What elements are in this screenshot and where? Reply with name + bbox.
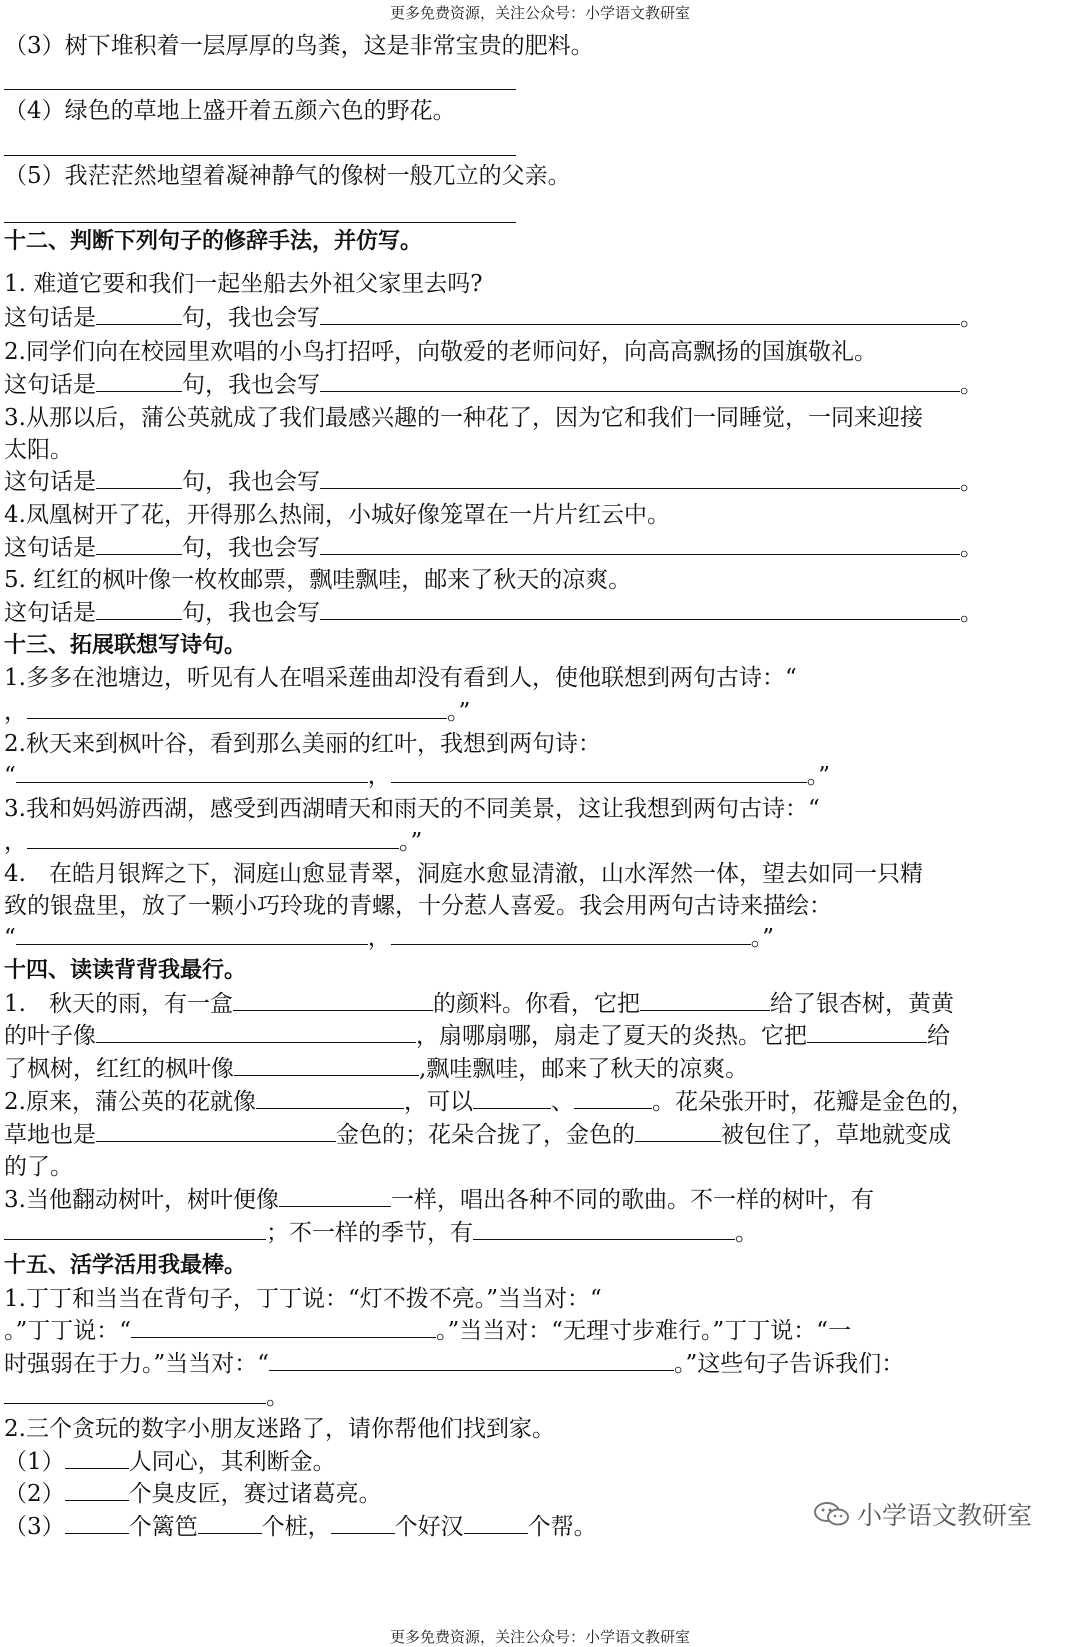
- blank[interactable]: [256, 1086, 404, 1109]
- section-12-title: 十二、判断下列句子的修辞手法，并仿写。: [4, 229, 423, 254]
- blank[interactable]: [391, 760, 807, 783]
- blank[interactable]: [16, 922, 368, 945]
- sec14-line-7: 3.当他翻动树叶，树叶便像 一样，唱出各种不同的歌曲。不一样的树叶，有: [4, 1184, 874, 1216]
- sec13-question-4-cont: 致的银盘里，放了一颗小巧玲珑的青螺，十分惹人喜爱。我会用两句古诗来描绘：: [4, 893, 832, 919]
- sec15-line-4: 。: [4, 1381, 289, 1413]
- page-header: 更多免费资源，关注公众号：小学语文教研室: [389, 4, 690, 22]
- sec13-question-2: 2.秋天来到枫叶谷，看到那么美丽的红叶，我想到两句诗：: [4, 731, 601, 757]
- blank[interactable]: [640, 988, 770, 1011]
- sec15-proverb-3: （3） 个篱笆 个桩， 个好汉 个帮。: [4, 1511, 597, 1543]
- blank[interactable]: [320, 597, 960, 620]
- answer-rule[interactable]: [4, 89, 516, 90]
- blank[interactable]: [4, 1217, 266, 1240]
- blank[interactable]: [96, 466, 182, 489]
- sec12-answer-5: 这句话是 句，我也会写 。: [4, 597, 983, 629]
- rewrite-item-3: （3）树下堆积着一层厚厚的鸟粪，这是非常宝贵的肥料。: [4, 33, 594, 59]
- sec12-question-3: 3.从那以后，蒲公英就成了我们最感兴趣的一种花了，因为它和我们一同睡觉，一同来迎接: [4, 405, 923, 431]
- sec12-answer-3: 这句话是 句，我也会写 。: [4, 466, 983, 498]
- sec12-question-5: 5. 红红的枫叶像一枚枚邮票，飘哇飘哇，邮来了秋天的凉爽。: [4, 567, 632, 593]
- sec14-line-4: 2.原来，蒲公英的花就像 ，可以 、 。花朵张开时，花瓣是金色的，: [4, 1086, 974, 1118]
- blank[interactable]: [269, 1348, 674, 1371]
- blank[interactable]: [320, 369, 960, 392]
- blank[interactable]: [96, 532, 182, 555]
- sec12-answer-1: 这句话是 句，我也会写 。: [4, 302, 983, 334]
- sec15-line-2: 。”丁丁说：“ 。”当当对：“无理寸步难行。”丁丁说：“一: [4, 1315, 851, 1347]
- blank[interactable]: [320, 532, 960, 555]
- sec15-line-5: 2.三个贪玩的数字小朋友迷路了，请你帮他们找到家。: [4, 1416, 555, 1442]
- blank[interactable]: [65, 1446, 129, 1469]
- sec14-line-6: 的了。: [4, 1154, 73, 1180]
- section-14-title: 十四、读读背背我最行。: [4, 958, 247, 983]
- sec15-proverb-1: （1） 人同心，其利断金。: [4, 1446, 336, 1478]
- blank[interactable]: [65, 1478, 129, 1501]
- sec13-question-4: 4. 在皓月银辉之下，洞庭山愈显青翠，洞庭水愈显清澈，山水浑然一体，望去如同一只精: [4, 861, 923, 887]
- sec13-answer-4: “ ， 。”: [4, 922, 774, 954]
- answer-rule[interactable]: [4, 155, 516, 156]
- sec13-answer-2: “ ， 。”: [4, 760, 830, 792]
- blank[interactable]: [16, 760, 368, 783]
- blank[interactable]: [635, 1119, 721, 1142]
- blank[interactable]: [96, 597, 182, 620]
- blank[interactable]: [331, 1511, 395, 1534]
- sec13-answer-1: ， 。”: [4, 696, 470, 728]
- blank[interactable]: [198, 1511, 262, 1534]
- blank[interactable]: [807, 1020, 927, 1043]
- sec12-question-4: 4.凤凰树开了花，开得那么热闹，小城好像笼罩在一片片红云中。: [4, 502, 670, 528]
- section-15-title: 十五、活学活用我最棒。: [4, 1253, 247, 1278]
- answer-rule[interactable]: [4, 222, 516, 223]
- sec12-question-1: 1. 难道它要和我们一起坐船去外祖父家里去吗?: [4, 271, 483, 297]
- blank[interactable]: [464, 1511, 528, 1534]
- watermark: [813, 1496, 1032, 1532]
- sec14-line-1: 1. 秋天的雨，有一盒 的颜料。你看，它把 给了银杏树，黄黄: [4, 988, 954, 1020]
- blank[interactable]: [27, 826, 399, 849]
- blank[interactable]: [233, 988, 433, 1011]
- sec12-answer-4: 这句话是 句，我也会写 。: [4, 532, 983, 564]
- sec13-question-1: 1.多多在池塘边，听见有人在唱采莲曲却没有看到人，使他联想到两句古诗：“: [4, 665, 797, 691]
- blank[interactable]: [27, 696, 447, 719]
- rewrite-item-5: （5）我茫茫然地望着凝神静气的像树一般兀立的父亲。: [4, 163, 571, 189]
- blank[interactable]: [96, 1119, 336, 1142]
- sec14-line-2: 的叶子像 ，扇哪扇哪，扇走了夏天的炎热。它把 给: [4, 1020, 950, 1052]
- blank[interactable]: [320, 302, 960, 325]
- blank[interactable]: [4, 1381, 266, 1404]
- sec12-question-2: 2.同学们向在校园里欢唱的小鸟打招呼，向敬爱的老师问好，向高高飘扬的国旗敬礼。: [4, 339, 877, 365]
- sec13-question-3: 3.我和妈妈游西湖，感受到西湖晴天和雨天的不同美景，这让我想到两句古诗：“: [4, 796, 820, 822]
- watermark-text: 小学语文教研室: [856, 1501, 1032, 1530]
- blank[interactable]: [234, 1053, 419, 1076]
- sec12-answer-2: 这句话是 句，我也会写 。: [4, 369, 983, 401]
- sec13-answer-3: ， 。”: [4, 826, 422, 858]
- blank[interactable]: [96, 302, 182, 325]
- rewrite-item-4: （4）绿色的草地上盛开着五颜六色的野花。: [4, 98, 456, 124]
- blank[interactable]: [574, 1086, 652, 1109]
- blank[interactable]: [96, 369, 182, 392]
- sec14-line-5: 草地也是 金色的；花朵合拢了，金色的 被包住了，草地就变成: [4, 1119, 951, 1151]
- blank[interactable]: [320, 466, 960, 489]
- sec14-line-3: 了枫树，红红的枫叶像 ,飘哇飘哇，邮来了秋天的凉爽。: [4, 1053, 748, 1085]
- section-13-title: 十三、拓展联想写诗句。: [4, 633, 247, 658]
- sec15-line-3: 时强弱在于力。”当当对：“ 。”这些句子告诉我们：: [4, 1348, 904, 1380]
- blank[interactable]: [96, 1020, 416, 1043]
- sec15-proverb-2: （2） 个臭皮匠，赛过诸葛亮。: [4, 1478, 382, 1510]
- blank[interactable]: [65, 1511, 129, 1534]
- blank[interactable]: [131, 1315, 436, 1338]
- sec12-question-3-cont: 太阳。: [4, 437, 73, 463]
- blank[interactable]: [279, 1184, 391, 1207]
- wechat-icon: [813, 1501, 851, 1527]
- sec14-line-8: ；不一样的季节，有 。: [4, 1217, 758, 1249]
- sec15-line-1: 1.丁丁和当当在背句子，丁丁说：“灯不拨不亮。”当当对：“: [4, 1286, 602, 1312]
- blank[interactable]: [391, 922, 751, 945]
- blank[interactable]: [473, 1086, 551, 1109]
- page-footer: 更多免费资源，关注公众号：小学语文教研室: [389, 1628, 690, 1646]
- blank[interactable]: [473, 1217, 735, 1240]
